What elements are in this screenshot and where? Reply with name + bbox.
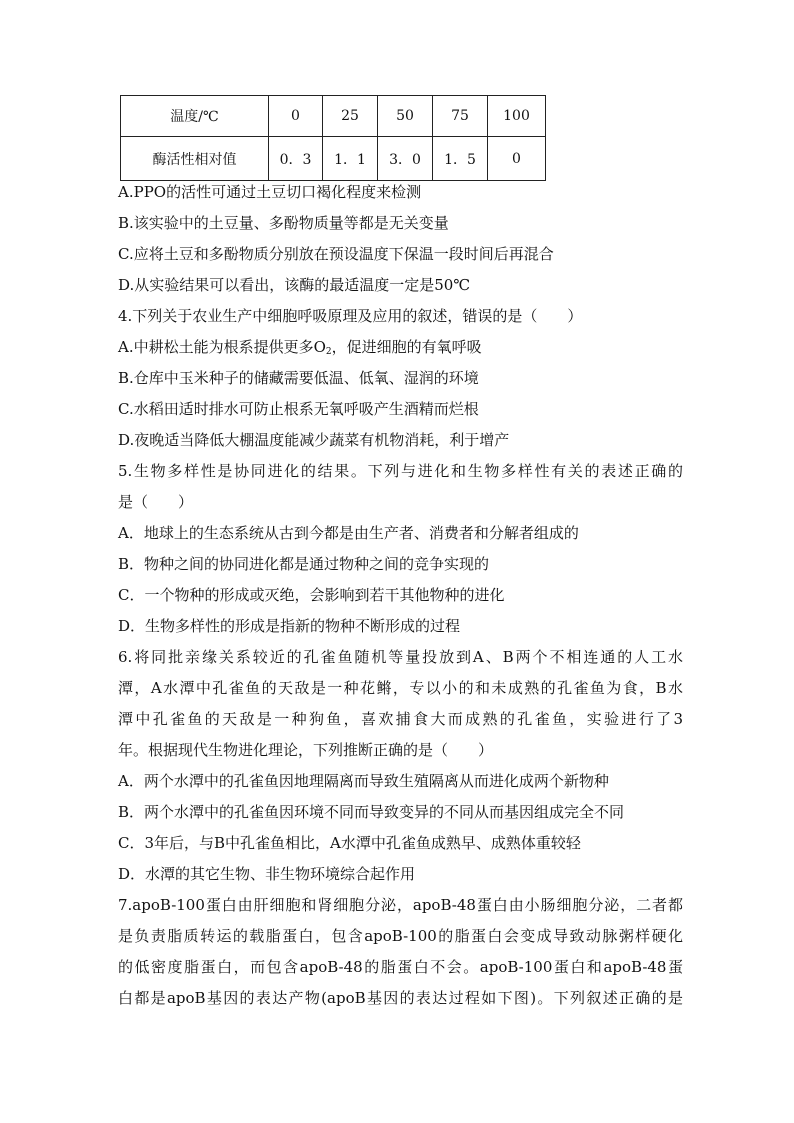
table-cell: 0．3: [269, 137, 323, 181]
enzyme-activity-table: [120, 95, 546, 181]
q4-option-a: [118, 332, 683, 363]
q6-option-b: B．两个水潭中的孔雀鱼因环境不同而导致变异的不同从而基因组成完全不同: [118, 803, 625, 821]
q5-option-d: D．生物多样性的形成是指新的物种不断形成的过程: [118, 617, 461, 635]
q6-stem-line4: 年。根据现代生物进化理论，下列推断正确的是（ ）: [118, 741, 494, 759]
q3-option-a: A.PPO的活性可通过土豆切口褐化程度来检测: [118, 183, 422, 201]
q4-option-a-subscript: 2: [325, 347, 332, 357]
q3-option-d: D.从实验结果可以看出，该酶的最适温度一定是50℃: [118, 276, 471, 294]
q5-option-a: A．地球上的生态系统从古到今都是由生产者、消费者和分解者组成的: [118, 524, 579, 542]
q6-stem-line2: 潭，A水潭中孔雀鱼的天敌是一种花鳉，专以小的和未成熟的孔雀鱼为食，B水: [118, 679, 683, 697]
q5-option-c: C．一个物种的形成或灭绝，会影响到若干其他物种的进化: [118, 586, 505, 604]
table-cell: 3．0: [378, 137, 433, 181]
q4-option-a-pre: A.中耕松土能为根系提供更多O: [118, 338, 326, 356]
q4-option-b: B.仓库中玉米种子的储藏需要低温、低氧、湿润的环境: [118, 369, 479, 387]
table-cell: 0: [488, 137, 546, 181]
q7-stem-line1: 7.apoB-100蛋白由肝细胞和肾细胞分泌，apoB-48蛋白由小肠细胞分泌，二者都: [118, 896, 683, 914]
q6-option-d: D．水潭的其它生物、非生物环境综合起作用: [118, 865, 416, 883]
q7-stem-line2: 是负责脂质转运的载脂蛋白，包含apoB-100的脂蛋白会变成导致动脉粥样硬化: [118, 927, 683, 945]
table-row-label: 酶活性相对值: [121, 137, 269, 181]
table-cell: 50: [378, 96, 433, 137]
q4-option-d: D.夜晚适当降低大棚温度能减少蔬菜有机物消耗，利于增产: [118, 431, 510, 449]
q5-stem-line2: 是（ ）: [118, 493, 194, 511]
q5-option-b: B．物种之间的协同进化都是通过物种之间的竞争实现的: [118, 555, 490, 573]
q3-option-c: C.应将土豆和多酚物质分别放在预设温度下保温一段时间后再混合: [118, 245, 554, 263]
table-cell: 1．1: [323, 137, 378, 181]
q4-option-c: C.水稻田适时排水可防止根系无氧呼吸产生酒精而烂根: [118, 400, 479, 418]
q6-stem-line1: 6.将同批亲缘关系较近的孔雀鱼随机等量投放到A、B两个不相连通的人工水: [118, 648, 683, 666]
q7-stem-line3: 的低密度脂蛋白，而包含apoB-48的脂蛋白不会。apoB-100蛋白和apoB-48蛋: [118, 958, 683, 976]
q6-option-c: C．3年后，与B中孔雀鱼相比，A水潭中孔雀鱼成熟早、成熟体重较轻: [118, 834, 581, 852]
table-cell: 75: [433, 96, 488, 137]
q7-stem-line4: 白都是apoB基因的表达产物(apoB基因的表达过程如下图)。下列叙述正确的是: [118, 989, 683, 1007]
table-header-label: 温度/℃: [121, 96, 269, 137]
table-cell: 0: [269, 96, 323, 137]
table-cell: 1．5: [433, 137, 488, 181]
q6-option-a: A．两个水潭中的孔雀鱼因地理隔离而导致生殖隔离从而进化成两个新物种: [118, 772, 609, 790]
table-row-activity: [121, 137, 546, 181]
table-cell: 25: [323, 96, 378, 137]
table-row-temperature: [121, 96, 546, 137]
question-content: [118, 177, 683, 1014]
q3-option-b: B.该实验中的土豆量、多酚物质量等都是无关变量: [118, 214, 449, 232]
q4-option-a-post: ，促进细胞的有氧呼吸: [331, 338, 482, 356]
table-cell: 100: [488, 96, 546, 137]
q6-stem-line3: 潭中孔雀鱼的天敌是一种狗鱼，喜欢捕食大而成熟的孔雀鱼，实验进行了3: [118, 710, 683, 728]
q5-stem-line1: 5.生物多样性是协同进化的结果。下列与进化和生物多样性有关的表述正确的: [118, 462, 683, 480]
q4-stem: 4.下列关于农业生产中细胞呼吸原理及应用的叙述，错误的是（ ）: [118, 307, 583, 325]
